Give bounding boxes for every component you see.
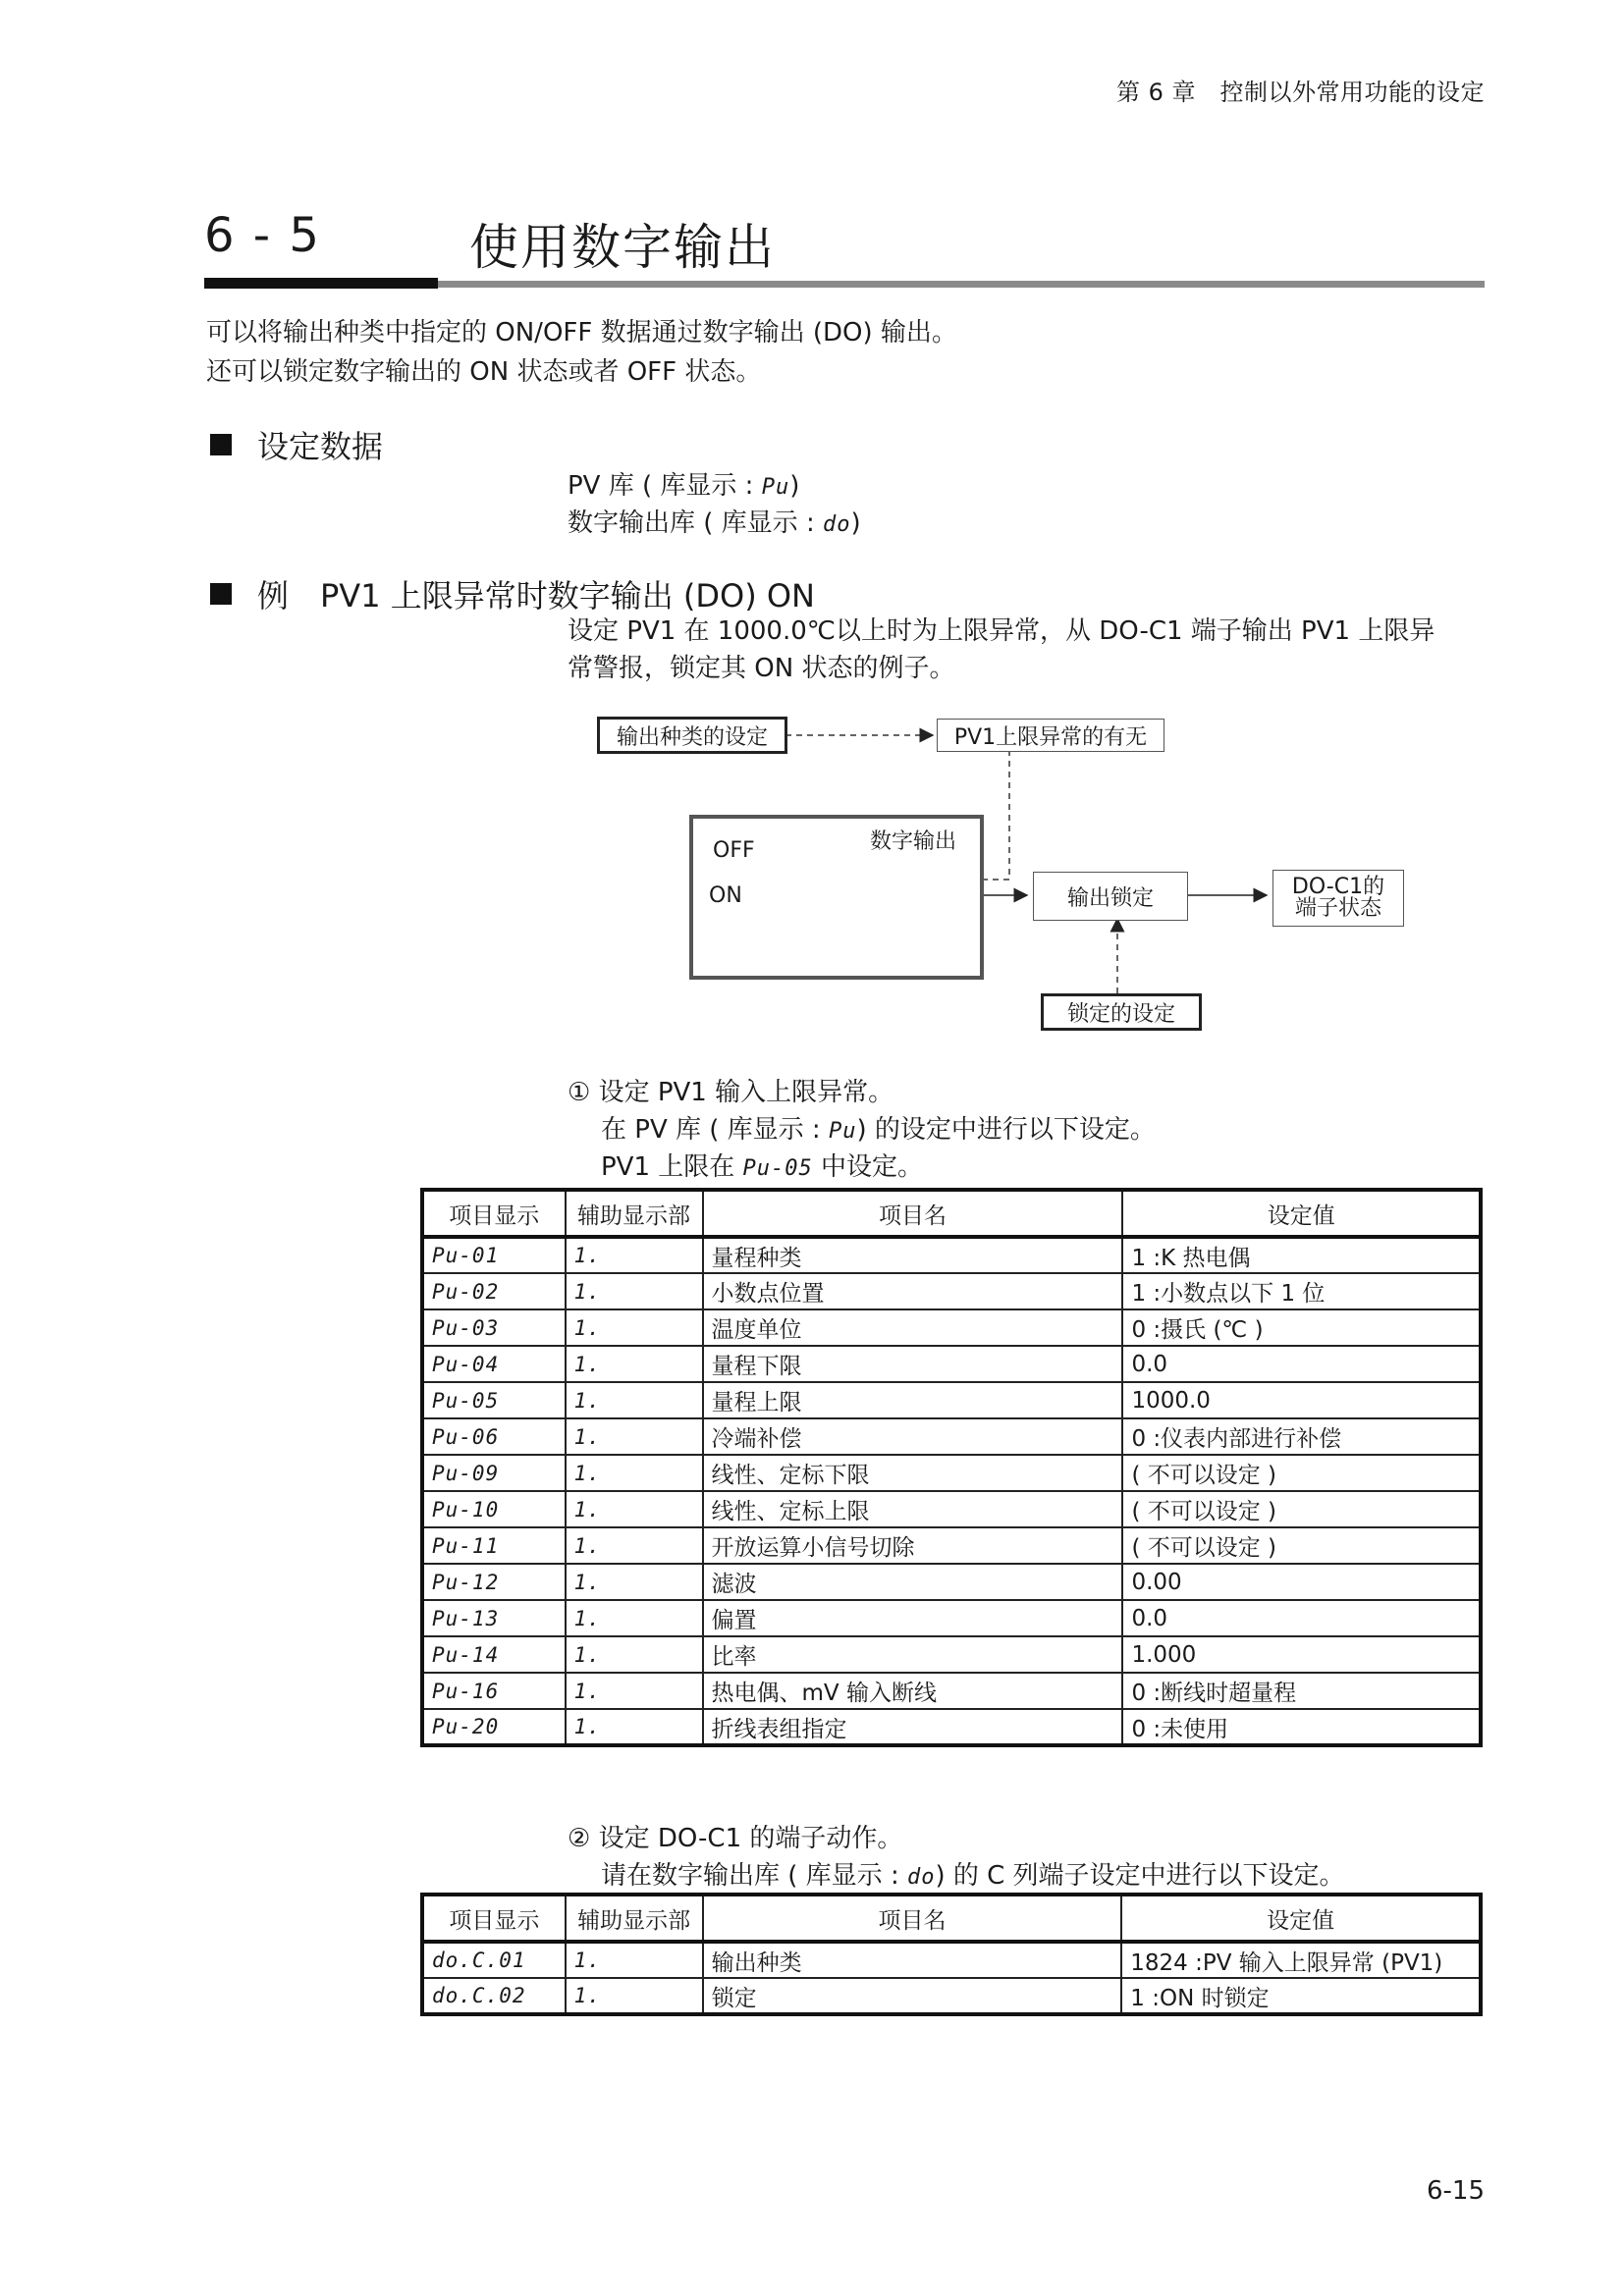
step1-line-1: ① 设定 PV1 输入上限异常。	[568, 1078, 894, 1107]
terminal-state-line-2: 端子状态	[1294, 896, 1381, 921]
step2-line-1: ② 设定 DO-C1 的端子动作。	[568, 1824, 903, 1853]
setting-data-line-1	[568, 465, 799, 502]
item-name-cell: 小数点位置	[703, 1273, 1123, 1309]
output-diagram	[589, 707, 1434, 1041]
bank-code: do	[822, 512, 851, 537]
item-display-cell: Pu-05	[422, 1382, 566, 1418]
aux-display-cell: 1.	[566, 1273, 703, 1309]
header-item-name: 项目名	[703, 1190, 1123, 1237]
header-setting-value: 设定值	[1121, 1895, 1481, 1942]
aux-display-cell: 1.	[566, 1527, 703, 1564]
table-row	[422, 1491, 1481, 1527]
step1-line3-post: 中设定。	[821, 1152, 924, 1182]
item-name-cell: 滤波	[703, 1564, 1123, 1600]
header-aux-display: 辅助显示部	[566, 1895, 703, 1942]
setting-value-cell: 0.00	[1122, 1564, 1481, 1600]
output-type-setting-box: 输出种类的设定	[597, 717, 787, 754]
aux-display-cell: 1.	[566, 1978, 703, 2014]
header-item-display: 项目显示	[422, 1895, 566, 1942]
item-name-cell: 量程种类	[703, 1237, 1123, 1273]
item-display-cell: Pu-02	[422, 1273, 566, 1309]
setting-data-line-2	[568, 503, 861, 539]
item-display-cell: Pu-12	[422, 1564, 566, 1600]
page-number: 6-15	[1426, 2176, 1485, 2206]
table-row	[422, 1418, 1481, 1455]
step1-line2-pre: 在 PV 库 ( 库显示 :	[601, 1115, 821, 1145]
step1-line-2	[601, 1109, 1156, 1146]
setting-value-cell: ( 不可以设定 )	[1122, 1455, 1481, 1491]
off-label: OFF	[713, 838, 755, 863]
setting-value-cell: 1000.0	[1122, 1382, 1481, 1418]
table-body	[422, 1942, 1481, 2014]
item-name-cell: 量程上限	[703, 1382, 1123, 1418]
bank-code: Pu	[828, 1119, 857, 1144]
aux-display-cell: 1.	[566, 1709, 703, 1745]
item-name-cell: 温度单位	[703, 1309, 1123, 1346]
item-name-cell: 热电偶、mV 输入断线	[703, 1673, 1123, 1709]
setting-value-cell: ( 不可以设定 )	[1122, 1491, 1481, 1527]
table-row	[422, 1942, 1481, 1978]
header-item-display: 项目显示	[422, 1190, 566, 1237]
do-bank-settings-table	[420, 1893, 1483, 2016]
setting-value-cell: ( 不可以设定 )	[1122, 1527, 1481, 1564]
setting-value-cell: 1 :ON 时锁定	[1121, 1978, 1481, 2014]
aux-display-cell: 1.	[566, 1237, 703, 1273]
step1-line2-post: ) 的设定中进行以下设定。	[856, 1115, 1156, 1145]
setting-data-heading-text: 设定数据	[257, 428, 384, 465]
aux-display-cell: 1.	[566, 1346, 703, 1382]
digital-output-label: 数字输出	[870, 829, 957, 854]
table-header-row	[422, 1190, 1481, 1237]
item-name-cell: 开放运算小信号切除	[703, 1527, 1123, 1564]
setting-value-cell: 0 :未使用	[1122, 1709, 1481, 1745]
square-bullet-icon	[210, 434, 232, 455]
title-rule-dark	[204, 278, 438, 289]
setting-line-label: 数字输出库 ( 库显示 :	[568, 508, 815, 538]
setting-value-cell: 0 :断线时超量程	[1122, 1673, 1481, 1709]
output-lock-box: 输出锁定	[1033, 872, 1188, 921]
on-label: ON	[709, 883, 742, 908]
aux-display-cell: 1.	[566, 1455, 703, 1491]
item-display-cell: do.C.01	[422, 1942, 566, 1978]
step2-line2-post: ) 的 C 列端子设定中进行以下设定。	[935, 1861, 1345, 1891]
setting-line-close: )	[850, 508, 861, 538]
pv-bank-settings-table	[420, 1188, 1483, 1747]
table-body	[422, 1237, 1481, 1745]
aux-display-cell: 1.	[566, 1382, 703, 1418]
table-row	[422, 1564, 1481, 1600]
setting-value-cell: 0 :仪表内部进行补偿	[1122, 1418, 1481, 1455]
aux-display-cell: 1.	[566, 1942, 703, 1978]
item-display-cell: do.C.02	[422, 1978, 566, 2014]
example-desc-2: 常警报，锁定其 ON 状态的例子。	[568, 654, 955, 683]
setting-value-cell: 0.0	[1122, 1346, 1481, 1382]
item-name-cell: 冷端补偿	[703, 1418, 1123, 1455]
table-row	[422, 1527, 1481, 1564]
table-row	[422, 1673, 1481, 1709]
header-item-name: 项目名	[703, 1895, 1122, 1942]
setting-value-cell: 0 :摄氏 (℃ )	[1122, 1309, 1481, 1346]
table-row	[422, 1382, 1481, 1418]
chapter-header: 第 6 章 控制以外常用功能的设定	[1115, 79, 1485, 106]
aux-display-cell: 1.	[566, 1418, 703, 1455]
step2-line2-pre: 请在数字输出库 ( 库显示 :	[601, 1861, 899, 1891]
item-display-cell: Pu-14	[422, 1636, 566, 1673]
setting-data-heading	[210, 422, 383, 467]
example-desc-1: 设定 PV1 在 1000.0℃以上时为上限异常，从 DO-C1 端子输出 PV1 上限异	[568, 616, 1435, 646]
header-aux-display: 辅助显示部	[566, 1190, 703, 1237]
setting-line-label: PV 库 ( 库显示 :	[568, 471, 754, 501]
table-row	[422, 1600, 1481, 1636]
aux-display-cell: 1.	[566, 1491, 703, 1527]
table-row	[422, 1237, 1481, 1273]
pv1-upper-alarm-box: PV1上限异常的有无	[937, 719, 1164, 752]
item-name-cell: 锁定	[703, 1978, 1122, 2014]
setting-value-cell: 1.000	[1122, 1636, 1481, 1673]
aux-display-cell: 1.	[566, 1309, 703, 1346]
item-display-cell: Pu-13	[422, 1600, 566, 1636]
item-code: Pu-05	[742, 1156, 813, 1181]
setting-value-cell: 1824 :PV 输入上限异常 (PV1)	[1121, 1942, 1481, 1978]
item-name-cell: 线性、定标下限	[703, 1455, 1123, 1491]
table-header-row	[422, 1895, 1481, 1942]
item-name-cell: 线性、定标上限	[703, 1491, 1123, 1527]
aux-display-cell: 1.	[566, 1636, 703, 1673]
aux-display-cell: 1.	[566, 1600, 703, 1636]
square-bullet-icon	[210, 583, 232, 605]
item-name-cell: 折线表组指定	[703, 1709, 1123, 1745]
item-display-cell: Pu-06	[422, 1418, 566, 1455]
item-name-cell: 偏置	[703, 1600, 1123, 1636]
table-row	[422, 1709, 1481, 1745]
table-row	[422, 1978, 1481, 2014]
item-display-cell: Pu-04	[422, 1346, 566, 1382]
step1-line-3	[601, 1147, 923, 1183]
terminal-state-box	[1272, 870, 1404, 927]
item-display-cell: Pu-09	[422, 1455, 566, 1491]
intro-line-1: 可以将输出种类中指定的 ON/OFF 数据通过数字输出 (DO) 输出。	[206, 318, 957, 347]
bank-code: Pu	[761, 475, 790, 500]
aux-display-cell: 1.	[566, 1564, 703, 1600]
section-number: 6 - 5	[204, 208, 321, 263]
step2-line-2	[601, 1855, 1345, 1892]
item-display-cell: Pu-11	[422, 1527, 566, 1564]
step1-line3-pre: PV1 上限在	[601, 1152, 735, 1182]
item-display-cell: Pu-01	[422, 1237, 566, 1273]
item-name-cell: 量程下限	[703, 1346, 1123, 1382]
intro-line-2: 还可以锁定数字输出的 ON 状态或者 OFF 状态。	[206, 357, 762, 387]
item-display-cell: Pu-10	[422, 1491, 566, 1527]
table-row	[422, 1636, 1481, 1673]
item-name-cell: 比率	[703, 1636, 1123, 1673]
setting-value-cell: 1 :K 热电偶	[1122, 1237, 1481, 1273]
table-row	[422, 1346, 1481, 1382]
example-heading-text: 例 PV1 上限异常时数字输出 (DO) ON	[257, 577, 815, 614]
table-row	[422, 1309, 1481, 1346]
setting-line-close: )	[789, 471, 800, 501]
setting-value-cell: 1 :小数点以下 1 位	[1122, 1273, 1481, 1309]
table-row	[422, 1455, 1481, 1491]
header-setting-value: 设定值	[1122, 1190, 1481, 1237]
bank-code: do	[906, 1865, 936, 1890]
item-display-cell: Pu-03	[422, 1309, 566, 1346]
terminal-state-line-1: DO-C1的	[1291, 875, 1385, 899]
lock-setting-box: 锁定的设定	[1041, 993, 1202, 1031]
item-display-cell: Pu-16	[422, 1673, 566, 1709]
aux-display-cell: 1.	[566, 1673, 703, 1709]
title-rule-gray	[438, 281, 1485, 288]
section-title: 使用数字输出	[469, 219, 776, 276]
table-row	[422, 1273, 1481, 1309]
item-display-cell: Pu-20	[422, 1709, 566, 1745]
setting-value-cell: 0.0	[1122, 1600, 1481, 1636]
item-name-cell: 输出种类	[703, 1942, 1122, 1978]
